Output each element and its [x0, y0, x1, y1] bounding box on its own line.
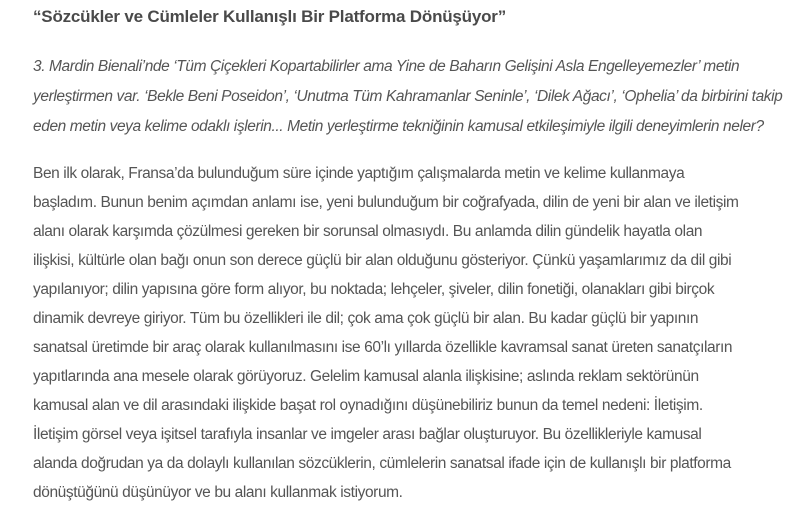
answer-line: dinamik devreye giriyor. Tüm bu özellikleri ile dil; çok ama çok güçlü bir alan. Bu kadar güçlü bir yapının: [33, 310, 699, 327]
question-line: eden metin veya kelime odaklı işlerin... Metin yerleştirme tekniğinin kamusal etkileşimiyle ilgili deneyimlerin neler?: [33, 118, 764, 135]
answer-line: yapılanıyor; dilin yapısına göre form alıyor, bu noktada; lehçeler, şiveler, dilin fonetiği, olanakları gibi birçok: [33, 281, 715, 298]
question-line: yerleştirmen var. ‘Bekle Beni Poseidon’, ‘Unutma Tüm Kahramanlar Seninle’, ‘Dilek Ağacı’, ‘Ophelia’ da birbirini takip: [33, 88, 783, 105]
answer-line: alanda doğrudan ya da dolaylı kullanılan sözcüklerin, cümlelerin sanatsal ifade için de kullanışlı bir platforma: [33, 455, 731, 472]
answer-line: kamusal alan ve dil arasındaki ilişkide başat rol oynadığını düşünebiliriz bunun da temel nedeni: İletişim.: [33, 397, 703, 414]
answer-line: Ben ilk olarak, Fransa’da bulunduğum süre içinde yaptığım çalışmalarda metin ve kelime kullanmaya: [33, 165, 685, 182]
answer-line: dönüştüğünü düşünüyor ve bu alanı kullanmak istiyorum.: [33, 484, 403, 501]
article-heading: “Sözcükler ve Cümleler Kullanışlı Bir Platforma Dönüşüyor”: [33, 7, 507, 26]
answer-line: başladım. Bunun benim açımdan anlamı ise, yeni bulunduğum bir coğrafyada, dilin de yeni bir alan ve iletişim: [33, 194, 739, 211]
answer-line: ilişkisi, kültürle olan bağı onun son derece güçlü bir alan olduğunu gösteriyor. Çünkü yaşamlarımız da dil gibi: [33, 252, 732, 269]
answer-line: alanı olarak karşımda çözülmesi gereken bir sorunsal olmasıydı. Bu anlamda dilin gündelik hayatla olan: [33, 223, 703, 240]
question-line: 3. Mardin Bienali’nde ‘Tüm Çiçekleri Kopartabilirler ama Yine de Baharın Gelişini Asla Engelleyemezler’ metin: [33, 58, 740, 75]
interview-question: [33, 52, 784, 142]
answer-line: İletişim görsel veya işitsel tarafıyla insanlar ve imgeler arası bağlar oluşturuyor. Bu özellikleriyle kamusal: [33, 426, 702, 443]
answer-line: sanatsal üretimde bir araç olarak kullanılmasını ise 60’lı yıllarda özellikle kavramsal sanat üreten sanatçıların: [33, 339, 733, 356]
interview-answer: [33, 159, 784, 507]
answer-line: yapıtlarında ana mesele olarak görüyoruz. Gelelim kamusal alanla ilişkisine; aslında reklam sektörünün: [33, 368, 699, 385]
